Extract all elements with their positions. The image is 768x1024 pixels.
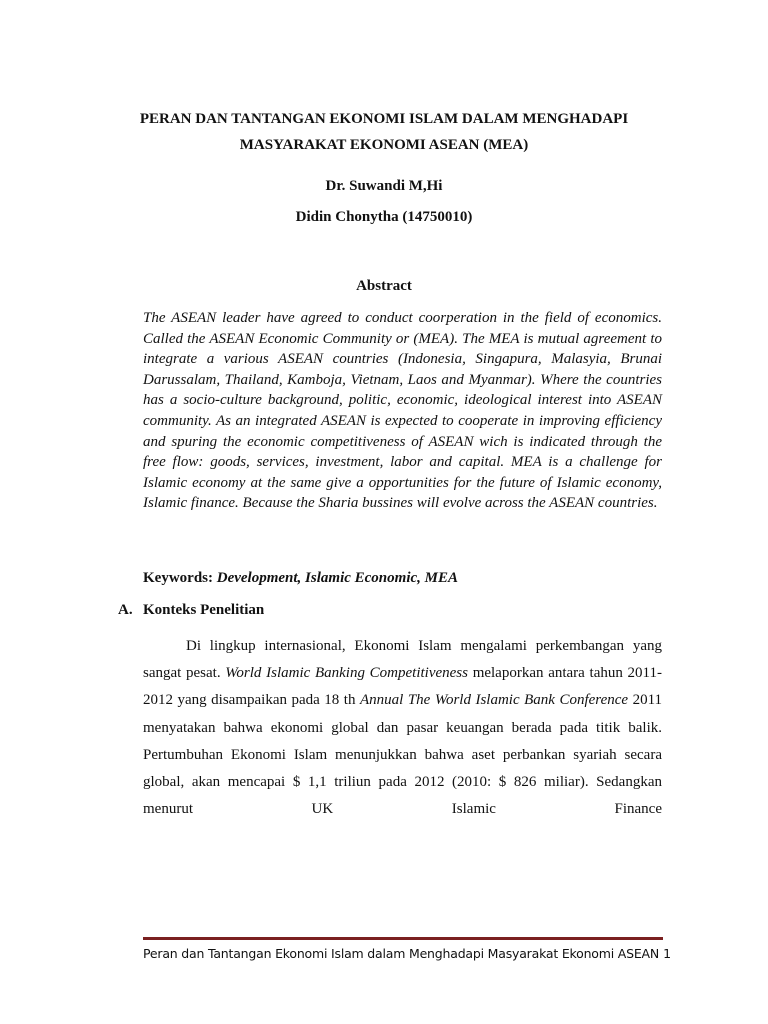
keywords-line	[143, 568, 662, 588]
footer-running-title: Peran dan Tantangan Ekonomi Islam dalam Menghadapi Masyarakat Ekonomi ASEAN	[143, 946, 660, 961]
body-italic-2: Annual The World Islamic Bank Conference	[360, 692, 629, 709]
footer	[143, 945, 671, 963]
author-1: Dr. Suwandi M,Hi	[325, 178, 443, 194]
paper-title-line-2: MASYARAKAT EKONOMI ASEAN (MEA)	[239, 137, 529, 153]
keywords-label: Keywords:	[143, 570, 213, 586]
body-text-part-2: melaporkan antara tahun 2011-2012 yang disampaikan pada 18 th	[143, 665, 662, 709]
keywords-value: Development, Islamic Economic, MEA	[216, 570, 458, 586]
abstract-body: The ASEAN leader have agreed to conduct coorperation in the field of economics. Called the ASEAN Economic Community or (MEA). The MEA is mutual agreement to integrate a various ASEAN countries (Indonesia, Singapura, Malasyia, Brunai Darussalam, Thailand, Kamboja, Vietnam, Laos and Myanmar). Where the countries has a socio-culture background, politic, economic, ideological interest into ASEAN community. As an integrated ASEAN is expected to cooperate in improving efficiency and spuring the economic competitiveness of ASEAN wich is indicated through the free flow: goods, services, investment, labor and capital. MEA is a challenge for Islamic economy at the same give a opportunities for the future of Islamic economy, Islamic finance. Because the Sharia bussines will evolve across the ASEAN countries.	[143, 310, 662, 512]
body-text-part-3: 2011 menyatakan bahwa ekonomi global dan pasar keuangan berada pada titik balik. Pertumbuhan Ekonomi Islam menunjukkan bahwa aset perbankan syariah secara global, akan mencapai $ 1,1 triliun pada 2012 (2010: $ 826 miliar). Sedangkan menurut UK Islamic Finance	[143, 692, 663, 818]
footer-rule	[143, 937, 663, 940]
page-number: 1	[663, 946, 671, 961]
paper-title-line-1: PERAN DAN TANTANGAN EKONOMI ISLAM DALAM MENGHADAPI	[139, 111, 629, 127]
body-text-part-1: Di lingkup internasional, Ekonomi Islam mengalami perkembangan yang sangat pesat.	[143, 638, 662, 682]
section-title: Konteks Penelitian	[143, 602, 265, 618]
body-paragraph	[143, 633, 662, 823]
abstract-heading: Abstract	[356, 278, 412, 294]
author-2: Didin Chonytha (14750010)	[295, 209, 473, 225]
body-italic-1: World Islamic Banking Competitiveness	[225, 665, 468, 682]
section-letter: A.	[118, 602, 133, 618]
section-heading	[118, 600, 264, 620]
